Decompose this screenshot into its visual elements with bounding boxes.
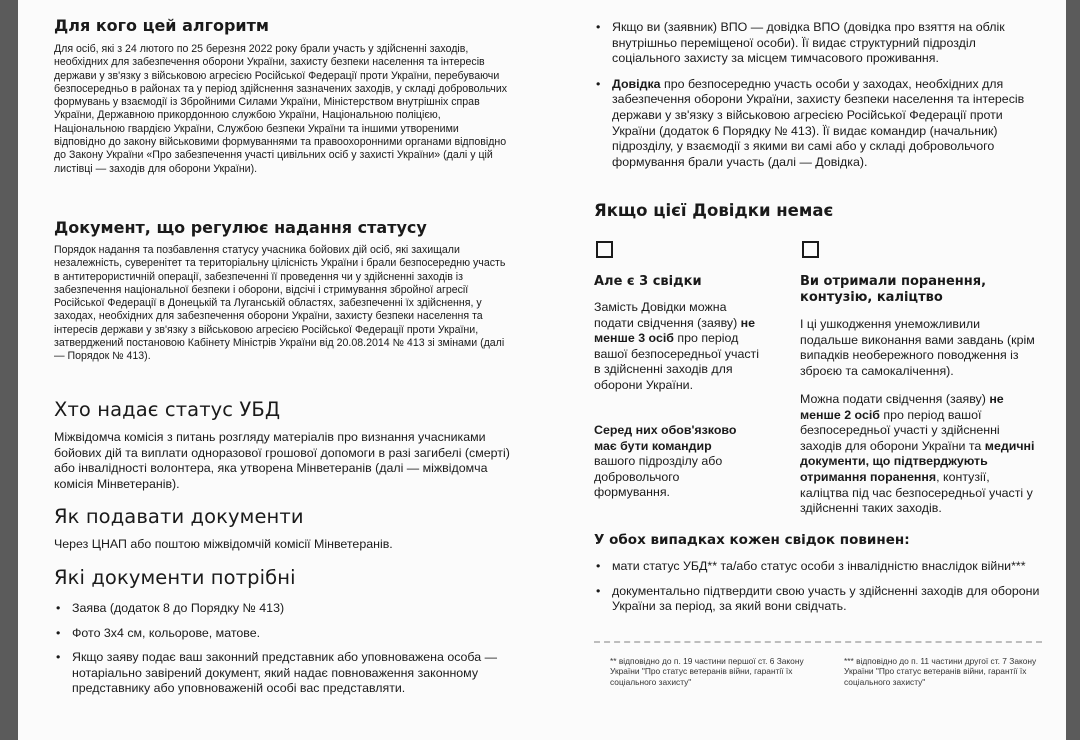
option-injury-text: І ці ушкодження унеможливили подальше виконання вами завдань (крім випадків необережного поводження із зброєю та самокалічення). [800,317,1035,378]
certificate-description: про безпосередню участь особи у заходах, необхідних для забезпечення оборони України, захисту безпеки населення та інтересів держави у зв'язку з військовою агресією Російської Федерації проти України (додаток 6 Порядку № 413). Її видає командир (начальник) підрозділу, у взаємодії з якими ви самі або у складі добровольчого формування брали участь (далі — Довідка). [612,76,1025,169]
option-three-witnesses-text: Замість Довідки можна подати свідчення (заяву) не менше 3 осіб про період вашої безпосередньої участі в здійсненні заходів для оборони України. [594,300,759,392]
footnote-divider [594,641,1042,643]
checkbox-icon [802,241,819,258]
list-item: • Якщо заяву подає ваш законний представник або уповноважена особа — нотаріально завірений документ, який надає повноваження законному представнику або уповноваженій особі вас представляти. [54,650,510,697]
footnote-disability: *** відповідно до п. 11 частини другої ст. 7 Закону України "Про статус ветеранів війни, гарантії їх соціального захисту" [844,656,1037,687]
list-item: • документально підтвердити свою участь у здійсненні заходів для оборони України за період, за який вони свідчать. [594,584,1044,615]
list-item: • Заява (додаток 8 до Порядку № 413) [54,601,510,617]
how-to-submit-text: Через ЦНАП або поштою міжвідомчій комісії Мінветеранів. [54,537,393,551]
documents-list [54,601,510,697]
list-item: • мати статус УБД** та/або статус особи з інвалідністю внаслідок війни*** [594,559,1044,575]
documents-title: Які документи потрібні [54,566,296,589]
how-to-submit-title: Як подавати документи [54,505,304,528]
for-whom-title: Для кого цей алгоритм [54,16,269,35]
witness-requirements-title: У обох випадках кожен свідок повинен: [594,532,910,548]
required-docs-continued [594,20,1046,170]
regulating-doc-text: Порядок надання та позбавлення статусу учасника бойових дій осіб, які захищали незалежність, суверенітет та територіальну цілісність України і брали безпосередню участь в антитерористичній операції, забезпеченні її проведення чи у здійсненні заходів із забезпечення національної безпеки і оборони, відсічі і стримування збройної агресії Російської Федерації в Донецькій та Луганській областях, забезпеченні їх здійснення, у заходах, необхідних для забезпечення оборони України, захисту безпеки населення та інтересів держави у зв'язку з військовою агресією Російської Федерації проти України, затверджений постановою Кабінету Міністрів України від 20.08.2014 № 413 зі змінами (далі — Порядок № 413). [54,244,506,363]
footnote-ubd: ** відповідно до п. 19 частини першої ст. 6 Закону України "Про статус ветеранів війни, гарантії їх соціального захисту" [610,656,804,687]
certificate-term: Довідка [612,76,661,91]
option-injury-title: Ви отримали поранення, контузію, каліцтво [800,274,987,305]
leaflet-page [18,0,1066,740]
who-grants-text: Міжвідомча комісія з питань розгляду матеріалів про визнання учасниками бойових дій та виплати одноразової грошової допомоги в разі загибелі (смерті) або інвалідності волонтера, яка утворена Мінветеранів (далі — міжвідомча комісія Мінветеранів). [54,430,510,491]
no-certificate-title: Якщо цієї Довідки немає [594,201,834,220]
option-three-witnesses-title: Але є 3 свідки [594,274,702,289]
regulating-doc-title: Документ, що регулює надання статусу [54,218,427,237]
list-item [594,77,1046,171]
commander-requirement: Серед них обов'язково має бути командир вашого підрозділу або добровольчого формування. [594,423,737,500]
who-grants-title: Хто надає статус УБД [54,398,281,421]
checkbox-icon [596,241,613,258]
list-item: • Якщо ви (заявник) ВПО — довідка ВПО (довідка про взяття на облік внутрішньо переміщеної особи). Її видає структурний підрозділ соціального захисту за місцем тимчасового проживання. [594,20,1046,67]
option-injury-witnesses: Можна подати свідчення (заяву) не менше 2 осіб про період вашої безпосередньої участі у здійсненні заходів для оборони України та медичні документи, що підтверджують отримання поранення, контузії, каліцтва під час безпосередньої участі у здійсненні таких заходів. [800,392,1035,516]
list-item: • Фото 3х4 см, кольорове, матове. [54,626,510,642]
for-whom-text: Для осіб, які з 24 лютого по 25 березня 2022 року брали участь у здійсненні заходів, необхідних для забезпечення оборони України, захисту безпеки населення та інтересів держави у зв'язку з військовою агресією Російської Федерації проти України, перебуваючи безпосередньо в районах та у період здійснення зазначених заходів, у складі добровольчих формувань у взаємодії із Збройними Силами України, Міністерством внутрішніх справ України, Державною прикордонною службою України, Національною поліцією, Національною гвардією України, Службою безпеки України та іншими утвореними відповідно до закону військовими формуваннями та правоохоронними органами відповідно до Закону України «Про забезпечення участі цивільних осіб у захисті України» (далі у цій листівці — заходів для оборони України). [54,43,508,175]
witness-requirements-list [594,559,1044,615]
